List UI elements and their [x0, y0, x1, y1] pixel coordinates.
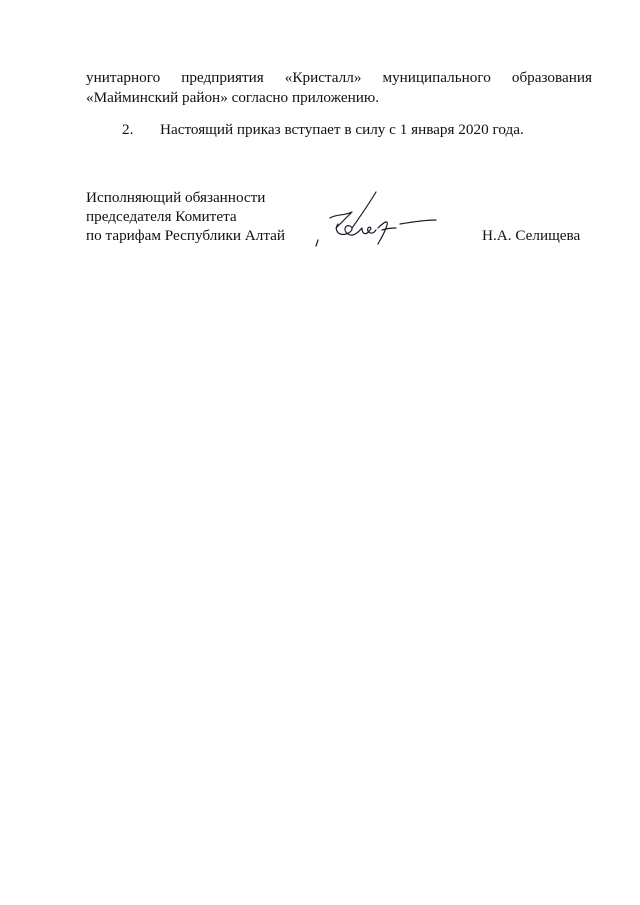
signer-position — [86, 188, 285, 245]
word: унитарного — [86, 69, 161, 86]
signer-name: Н.А. Селищева — [482, 227, 581, 244]
signer-position-line: Исполняющий обязанности — [86, 189, 266, 206]
word: муниципального — [382, 69, 491, 86]
paragraph-continuation — [86, 68, 592, 108]
item-text: Настоящий приказ вступает в силу с 1 января 2020 года. — [160, 121, 524, 138]
item-number: 2. — [122, 121, 134, 138]
paragraph-line-1 — [86, 68, 592, 88]
signer-position-line: председателя Комитета — [86, 208, 237, 225]
word: «Кристалл» — [284, 69, 362, 86]
handwritten-signature-icon — [300, 184, 440, 254]
word: предприятия — [181, 69, 264, 86]
word: образования — [511, 69, 592, 86]
paragraph-line-2: «Майминский район» согласно приложению. — [86, 89, 380, 106]
signer-position-line: по тарифам Республики Алтай — [86, 227, 286, 244]
